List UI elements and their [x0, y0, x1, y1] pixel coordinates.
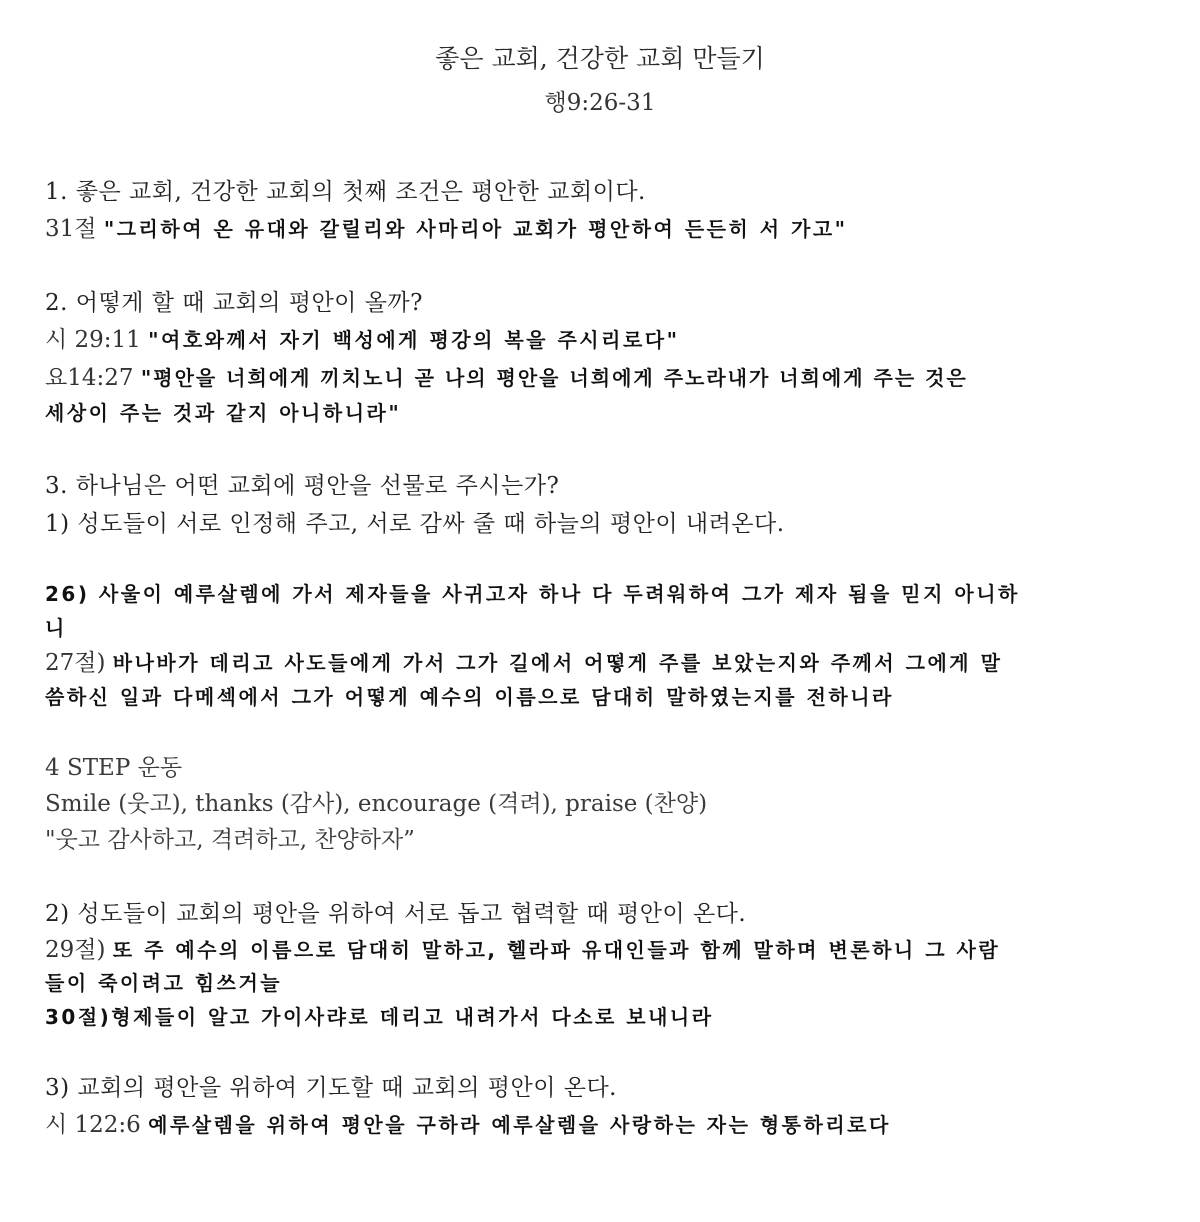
section-2-verse-2-cont: 세상이 주는 것과 같지 아니하니라" — [45, 401, 402, 425]
verse-text: 바나바가 데리고 사도들에게 가서 그가 길에서 어떻게 주를 보았는지와 주께서 그에게 말 — [112, 651, 1003, 675]
section-2-verse-1 — [45, 323, 1155, 357]
verse-ref: 시 29:11 — [45, 327, 141, 353]
verse-29-line-2: 들이 죽이려고 힘쓰거늘 — [45, 971, 283, 995]
verse-text: "그리하여 온 유대와 갈릴리와 사마리아 교회가 평안하여 든든히 서 가고" — [103, 217, 848, 241]
step-line-1: Smile (웃고), thanks (감사), encourage (격려), praise (찬양) — [45, 791, 708, 817]
psalm-122-line — [45, 1108, 1155, 1142]
verse-26-line-2: 니 — [45, 616, 67, 640]
section-3-point-1: 1) 성도들이 서로 인정해 주고, 서로 감싸 줄 때 하늘의 평안이 내려온다. — [45, 511, 785, 537]
verse-ref: 29절) — [45, 937, 106, 963]
verse-ref: 27절) — [45, 650, 106, 676]
verse-ref: 시 122:6 — [45, 1112, 141, 1138]
step-line-2: "웃고 감사하고, 격려하고, 찬양하자” — [45, 827, 415, 853]
section-1-verse-line — [45, 212, 1155, 246]
section-2-heading: 2. 어떻게 할 때 교회의 평안이 올까? — [45, 290, 423, 316]
verse-27-line-2: 씀하신 일과 다메섹에서 그가 어떻게 예수의 이름으로 담대히 말하였는지를 전하니라 — [45, 685, 894, 709]
section-2-verse-2 — [45, 361, 1155, 395]
verse-26-line-1: 26) 사울이 예루살렘에 가서 제자들을 사귀고자 하나 다 두려워하여 그가 제자 됨을 믿지 아니하 — [45, 582, 1020, 606]
verse-29-line-1 — [45, 933, 1155, 967]
verse-ref: 31절 — [45, 216, 97, 242]
scripture-reference: 행9:26-31 — [544, 90, 656, 116]
point-2-heading: 2) 성도들이 교회의 평안을 위하여 서로 돕고 협력할 때 평안이 온다. — [45, 901, 747, 927]
point-3-heading: 3) 교회의 평안을 위하여 기도할 때 교회의 평안이 온다. — [45, 1075, 617, 1101]
verse-27-line-1 — [45, 646, 1155, 680]
section-3-heading: 3. 하나님은 어떤 교회에 평안을 선물로 주시는가? — [45, 473, 560, 499]
verse-text: 예루살렘을 위하여 평안을 구하라 예루살렘을 사랑하는 자는 형통하리로다 — [148, 1113, 891, 1137]
document-title: 좋은 교회, 건강한 교회 만들기 — [435, 44, 765, 73]
verse-text: "여호와께서 자기 백성에게 평강의 복을 주시리로다" — [148, 328, 680, 352]
section-1-heading: 1. 좋은 교회, 건강한 교회의 첫째 조건은 평안한 교회이다. — [45, 179, 646, 205]
step-heading: 4 STEP 운동 — [45, 755, 183, 781]
verse-text: "평안을 너희에게 끼치노니 곧 나의 평안을 너희에게 주노라내가 너희에게 주는 것은 — [140, 366, 968, 390]
verse-30-line: 30절)형제들이 알고 가이사랴로 데리고 내려가서 다소로 보내니라 — [45, 1005, 714, 1029]
verse-ref: 요14:27 — [45, 365, 134, 391]
verse-text: 또 주 예수의 이름으로 담대히 말하고, 헬라파 유대인들과 함께 말하며 변론하니 그 사람 — [112, 938, 1001, 962]
